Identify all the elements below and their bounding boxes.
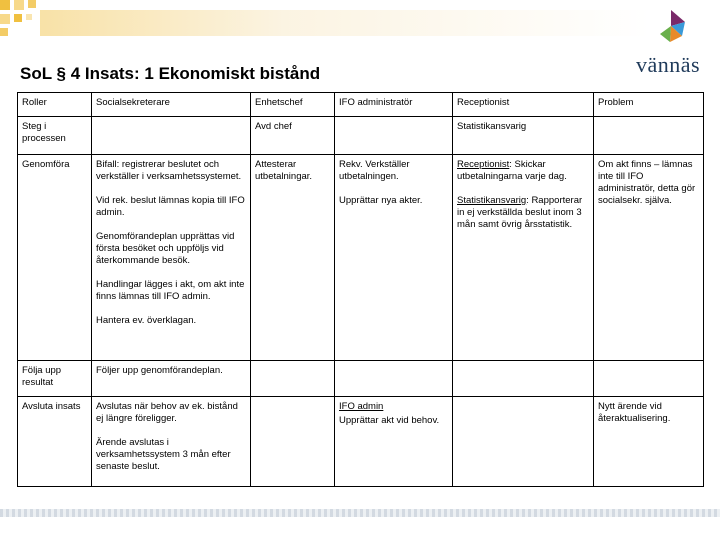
header-band — [40, 10, 650, 36]
steg-label: Steg i processen — [18, 117, 92, 155]
header-problem: Problem — [594, 93, 704, 117]
avsluta-soc-p2: Ärende avslutas i verksamhetssystem 3 mån efter senaste beslut. — [96, 437, 231, 472]
avsluta-ifo-text: Upprättar akt vid behov. — [339, 415, 440, 426]
statistikansvarig-role-label: Statistikansvarig — [457, 195, 527, 206]
steg-ifo-empty — [335, 117, 453, 155]
avsluta-receptionist-empty — [453, 397, 594, 487]
steg-problem-empty — [594, 117, 704, 155]
genomfora-ifo-p2: Upprättar nya akter. — [339, 195, 423, 206]
avsluta-label: Avsluta insats — [18, 397, 92, 487]
avsluta-row — [18, 397, 704, 487]
genomfora-label: Genomföra — [18, 155, 92, 361]
header-roller: Roller — [18, 93, 92, 117]
genomfora-soc — [92, 155, 251, 361]
genomfora-rec-p1 — [457, 159, 589, 183]
header-enhetschef: Enhetschef — [251, 93, 335, 117]
header-ifo-admin: IFO administratör — [335, 93, 453, 117]
steg-soc-empty — [92, 117, 251, 155]
avsluta-ifo-label: IFO admin — [339, 401, 384, 412]
genomfora-problem: Om akt finns – lämnas inte till IFO administratör, detta gör socialsekr. själva. — [594, 155, 704, 361]
folja-soc: Följer upp genomförandeplan. — [92, 361, 251, 397]
avsluta-enhetschef-empty — [251, 397, 335, 487]
genomfora-rec-p2 — [457, 195, 589, 231]
avsluta-ifo — [335, 397, 453, 487]
avsluta-soc-p1: Avslutas när behov av ek. bistånd ej längre föreligger. — [96, 401, 238, 424]
process-table — [17, 92, 704, 487]
folja-problem-empty — [594, 361, 704, 397]
genomfora-ifo — [335, 155, 453, 361]
genomfora-soc-p4: Handlingar lägges i akt, om akt inte finns lämnas till IFO admin. — [96, 279, 245, 302]
steg-avd-chef: Avd chef — [251, 117, 335, 155]
header-receptionist: Receptionist — [453, 93, 594, 117]
genomfora-enhetschef: Attesterar utbetalningar. — [251, 155, 335, 361]
page-title: SoL § 4 Insats: 1 Ekonomiskt bistånd — [20, 64, 321, 83]
genomfora-receptionist — [453, 155, 594, 361]
folja-ifo-empty — [335, 361, 453, 397]
folja-receptionist-empty — [453, 361, 594, 397]
steg-row — [18, 117, 704, 155]
logo-text: vännäs — [636, 52, 701, 77]
steg-statistikansvarig: Statistikansvarig — [453, 117, 594, 155]
statistikansvarig-task-text: : Rapporterar in ej verkställda beslut inom 3 mån samt övrig årsstatistik. — [457, 195, 583, 230]
avsluta-soc — [92, 397, 251, 487]
header-socialsekreterare: Socialsekreterare — [92, 93, 251, 117]
receptionist-task-text: : Skickar utbetalningarna varje dag. — [457, 159, 567, 182]
avsluta-problem: Nytt ärende vid återaktualisering. — [594, 397, 704, 487]
receptionist-role-label: Receptionist — [457, 159, 510, 170]
header-row — [18, 93, 704, 117]
genomfora-soc-p5: Hantera ev. överklagan. — [96, 315, 197, 326]
footer-band — [0, 509, 720, 517]
folja-label: Följa upp resultat — [18, 361, 92, 397]
folja-row — [18, 361, 704, 397]
folja-enhetschef-empty — [251, 361, 335, 397]
genomfora-soc-p3: Genomförandeplan upprättas vid första besöket och uppföljs vid återkommande besök. — [96, 231, 235, 266]
genomfora-soc-p2: Vid rek. beslut lämnas kopia till IFO admin. — [96, 195, 245, 218]
genomfora-soc-p1: Bifall: registrerar beslutet och verkställer i verksamhetssystemet. — [96, 159, 242, 182]
genomfora-row — [18, 155, 704, 361]
genomfora-ifo-p1: Rekv. Verkställer utbetalningen. — [339, 159, 410, 182]
